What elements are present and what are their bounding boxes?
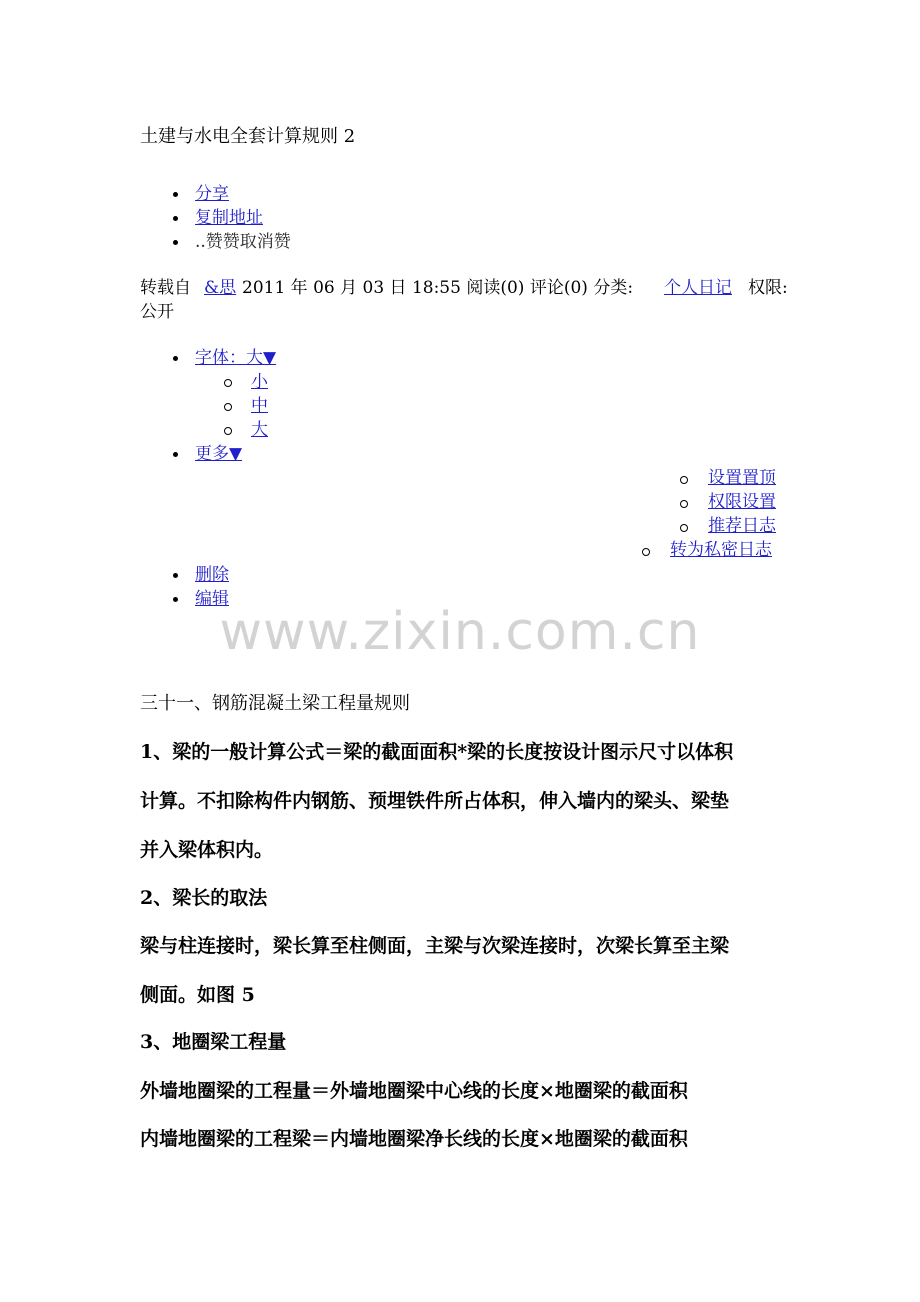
paragraph-line: 1、梁的一般计算公式＝梁的截面面积*梁的长度按设计图示尺寸以体积 <box>140 741 734 763</box>
font-option-small[interactable]: 小 <box>251 372 268 392</box>
subsection-heading: 2、梁长的取法 <box>140 887 268 909</box>
font-option-large[interactable]: 大 <box>251 420 268 440</box>
subsection-heading: 3、地圈梁工程量 <box>140 1031 287 1053</box>
paragraph-line: 并入梁体积内。 <box>140 839 274 861</box>
paragraph-line: 内墙地圈梁的工程梁＝内墙地圈梁净长线的长度×地圈梁的截面积 <box>140 1128 688 1150</box>
watermark: www.zixin.com.cn <box>219 602 701 662</box>
page-title: 土建与水电全套计算规则 2 <box>140 126 356 147</box>
bullet-icon <box>173 216 178 221</box>
paragraph-line: 梁与柱连接时，梁长算至柱侧面，主梁与次梁连接时，次梁长算至主梁 <box>140 935 730 957</box>
paragraph-line: 计算。不扣除构件内钢筋、预埋铁件所占体积，伸入墙内的梁头、梁垫 <box>140 790 730 812</box>
repost-label: 转载自 <box>140 278 191 298</box>
bullet-icon <box>173 240 178 245</box>
paragraph-line: 外墙地圈梁的工程量＝外墙地圈梁中心线的长度×地圈梁的截面积 <box>140 1080 688 1102</box>
font-option-medium[interactable]: 中 <box>251 396 268 416</box>
circle-bullet-icon <box>680 524 688 532</box>
paragraph-line: 侧面。如图 5 <box>140 984 255 1006</box>
like-text[interactable]: ..赞赞取消赞 <box>195 232 291 252</box>
delete-link[interactable]: 删除 <box>195 565 229 585</box>
section-heading: 三十一、钢筋混凝土梁工程量规则 <box>140 693 410 714</box>
bullet-icon <box>173 192 178 197</box>
circle-bullet-icon <box>680 476 688 484</box>
menu-make-private[interactable]: 转为私密日志 <box>670 540 772 560</box>
menu-recommend[interactable]: 推荐日志 <box>708 516 776 536</box>
bullet-icon <box>173 597 178 602</box>
bullet-icon <box>173 452 178 457</box>
bullet-icon <box>173 356 178 361</box>
menu-set-top[interactable]: 设置置顶 <box>708 468 776 488</box>
date-stats: 2011 年 06 月 03 日 18:55 阅读(0) 评论(0) 分类: <box>242 278 634 298</box>
font-size-toggle[interactable]: 字体：大▼ <box>195 348 277 368</box>
author-link[interactable]: &思 <box>204 278 237 298</box>
menu-permission-settings[interactable]: 权限设置 <box>708 492 776 512</box>
share-link[interactable]: 分享 <box>195 184 229 204</box>
permission-value: 公开 <box>140 302 174 322</box>
circle-bullet-icon <box>224 427 232 435</box>
category-link[interactable]: 个人日记 <box>664 278 732 298</box>
circle-bullet-icon <box>642 548 650 556</box>
circle-bullet-icon <box>680 500 688 508</box>
bullet-icon <box>173 573 178 578</box>
edit-link[interactable]: 编辑 <box>195 589 229 609</box>
more-toggle[interactable]: 更多▼ <box>195 444 243 464</box>
circle-bullet-icon <box>224 403 232 411</box>
permission-label: 权限: <box>748 278 788 298</box>
copy-address-link[interactable]: 复制地址 <box>195 208 263 228</box>
circle-bullet-icon <box>224 379 232 387</box>
